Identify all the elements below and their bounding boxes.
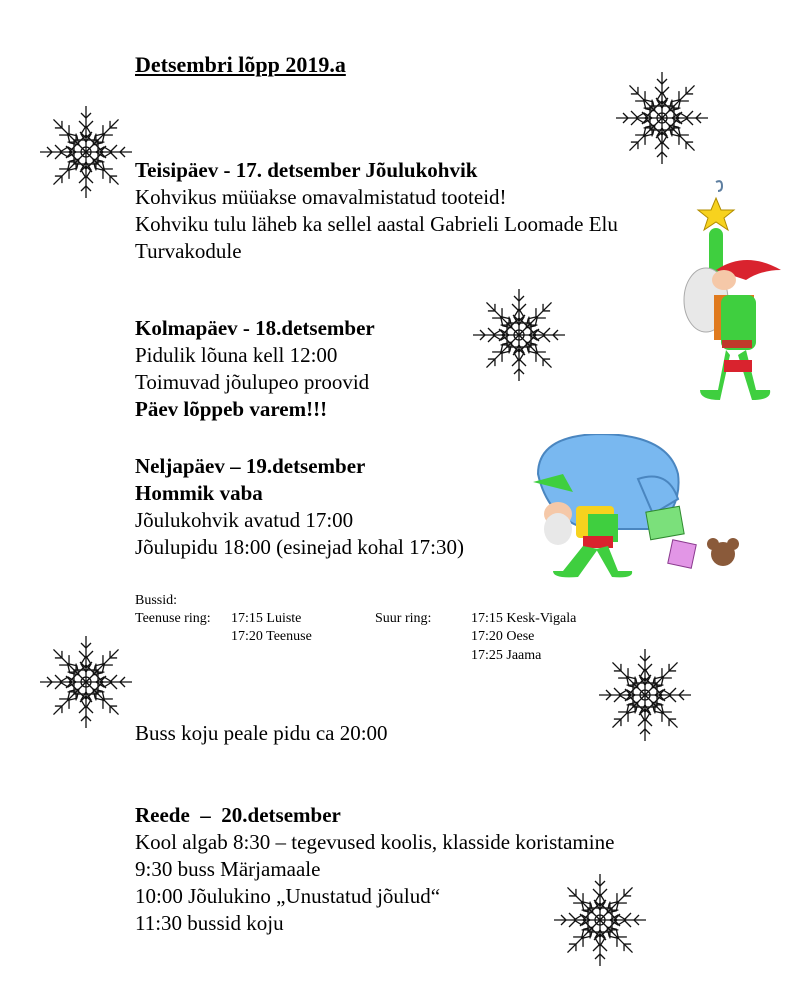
snowflake-icon bbox=[471, 287, 567, 383]
bus-home-line: Buss koju peale pidu ca 20:00 bbox=[135, 721, 388, 745]
thursday-subheading: Hommik vaba bbox=[135, 481, 263, 505]
bus-home-section bbox=[135, 720, 388, 747]
friday-line: 11:30 bussid koju bbox=[135, 911, 284, 935]
wednesday-emphasis: Päev lõppeb varem!!! bbox=[135, 397, 328, 421]
snowflake-icon bbox=[614, 70, 710, 166]
tuesday-section bbox=[135, 157, 618, 265]
wednesday-heading: Kolmapäev - 18.detsember bbox=[135, 316, 375, 340]
snowflake-icon bbox=[597, 647, 693, 743]
friday-section bbox=[135, 802, 614, 937]
thursday-line: Jõulukohvik avatud 17:00 bbox=[135, 508, 354, 532]
elf-with-star-icon bbox=[676, 180, 786, 415]
suur-label: Suur ring: bbox=[375, 611, 432, 626]
snowflake-icon bbox=[38, 104, 134, 200]
snowflake-icon bbox=[38, 634, 134, 730]
teenuse-label: Teenuse ring: bbox=[135, 611, 211, 626]
suur-time: 17:15 Kesk-Vigala bbox=[471, 611, 577, 626]
tuesday-line: Kohviku tulu läheb ka sellel aastal Gabrieli Loomade Elu bbox=[135, 212, 618, 236]
wednesday-line: Pidulik lõuna kell 12:00 bbox=[135, 343, 338, 367]
bus-label: Bussid: bbox=[135, 593, 178, 608]
friday-line: 9:30 buss Märjamaale bbox=[135, 857, 321, 881]
suur-time: 17:20 Oese bbox=[471, 629, 535, 644]
thursday-section bbox=[135, 453, 464, 561]
teenuse-time: 17:15 Luiste bbox=[231, 611, 302, 626]
wednesday-line: Toimuvad jõulupeo proovid bbox=[135, 370, 370, 394]
elf-with-sack-icon bbox=[528, 434, 750, 582]
wednesday-section bbox=[135, 315, 375, 423]
friday-heading: Reede – 20.detsember bbox=[135, 803, 341, 827]
tuesday-line: Kohvikus müüakse omavalmistatud tooteid! bbox=[135, 185, 507, 209]
tuesday-line: Turvakodule bbox=[135, 239, 242, 263]
page-title: Detsembri lõpp 2019.a bbox=[135, 52, 346, 77]
thursday-heading: Neljapäev – 19.detsember bbox=[135, 454, 366, 478]
thursday-line: Jõulupidu 18:00 (esinejad kohal 17:30) bbox=[135, 535, 464, 559]
suur-time: 17:25 Jaama bbox=[471, 648, 542, 663]
tuesday-heading: Teisipäev - 17. detsember Jõulukohvik bbox=[135, 158, 478, 182]
friday-line: Kool algab 8:30 – tegevused koolis, klasside koristamine bbox=[135, 830, 615, 854]
teenuse-time: 17:20 Teenuse bbox=[231, 629, 312, 644]
friday-line: 10:00 Jõulukino „Unustatud jõulud“ bbox=[135, 884, 441, 908]
